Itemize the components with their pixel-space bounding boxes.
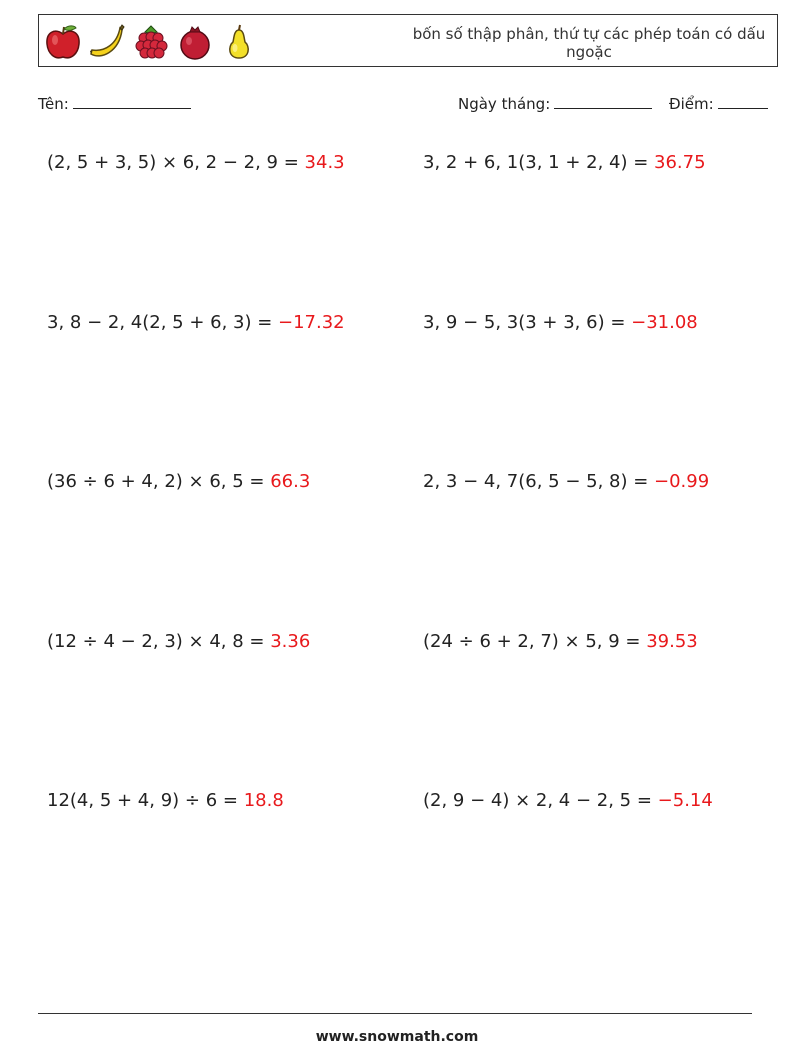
date-field	[458, 94, 652, 113]
problem-4	[423, 312, 698, 333]
worksheet-title: bốn số thập phân, thứ tự các phép toán có dấu ngoặc	[412, 25, 766, 61]
date-label: Ngày tháng:	[458, 95, 551, 113]
score-blank[interactable]	[718, 94, 768, 109]
problem-expression: 2, 3 − 4, 7(6, 5 − 5, 8) =	[423, 471, 655, 492]
problem-2	[423, 152, 706, 173]
problem-expression: 3, 9 − 5, 3(3 + 3, 6) =	[423, 312, 632, 333]
name-field	[38, 94, 191, 113]
date-blank[interactable]	[554, 94, 652, 109]
problem-3	[47, 312, 345, 333]
problem-10	[423, 790, 713, 811]
problem-expression: 3, 2 + 6, 1(3, 1 + 2, 4) =	[423, 152, 655, 173]
problem-expression: 3, 8 − 2, 4(2, 5 + 6, 3) =	[47, 312, 279, 333]
name-label: Tên:	[38, 95, 69, 113]
problem-answer: 3.36	[270, 631, 311, 652]
problem-8	[423, 631, 698, 652]
problem-1	[47, 152, 345, 173]
problem-expression: 12(4, 5 + 4, 9) ÷ 6 =	[47, 790, 244, 811]
problem-answer: −17.32	[278, 312, 345, 333]
pomegranate-icon	[175, 22, 215, 62]
pear-icon	[219, 22, 259, 62]
banana-icon	[87, 22, 127, 62]
problem-answer: 34.3	[304, 152, 345, 173]
worksheet-header	[38, 14, 778, 67]
score-label: Điểm:	[669, 95, 714, 113]
apple-icon	[43, 22, 83, 62]
raspberry-icon	[131, 22, 171, 62]
problem-answer: 66.3	[270, 471, 311, 492]
footer-site[interactable]: www.snowmath.com	[315, 1029, 479, 1045]
problem-expression: (12 ÷ 4 − 2, 3) × 4, 8 =	[47, 631, 271, 652]
name-blank[interactable]	[73, 94, 191, 109]
problem-expression: (2, 5 + 3, 5) × 6, 2 − 2, 9 =	[47, 152, 305, 173]
score-field	[669, 94, 768, 113]
problem-6	[423, 471, 709, 492]
problem-answer: 18.8	[243, 790, 284, 811]
fruit-icons	[43, 20, 259, 64]
problem-5	[47, 471, 310, 492]
problem-9	[47, 790, 284, 811]
footer-divider	[38, 1013, 752, 1014]
problem-answer: −31.08	[631, 312, 698, 333]
problem-answer: −5.14	[657, 790, 713, 811]
problem-expression: (24 ÷ 6 + 2, 7) × 5, 9 =	[423, 631, 647, 652]
problem-answer: −0.99	[654, 471, 710, 492]
problem-answer: 36.75	[654, 152, 706, 173]
problem-answer: 39.53	[646, 631, 698, 652]
problem-expression: (2, 9 − 4) × 2, 4 − 2, 5 =	[423, 790, 658, 811]
problem-7	[47, 631, 310, 652]
problem-expression: (36 ÷ 6 + 4, 2) × 6, 5 =	[47, 471, 271, 492]
